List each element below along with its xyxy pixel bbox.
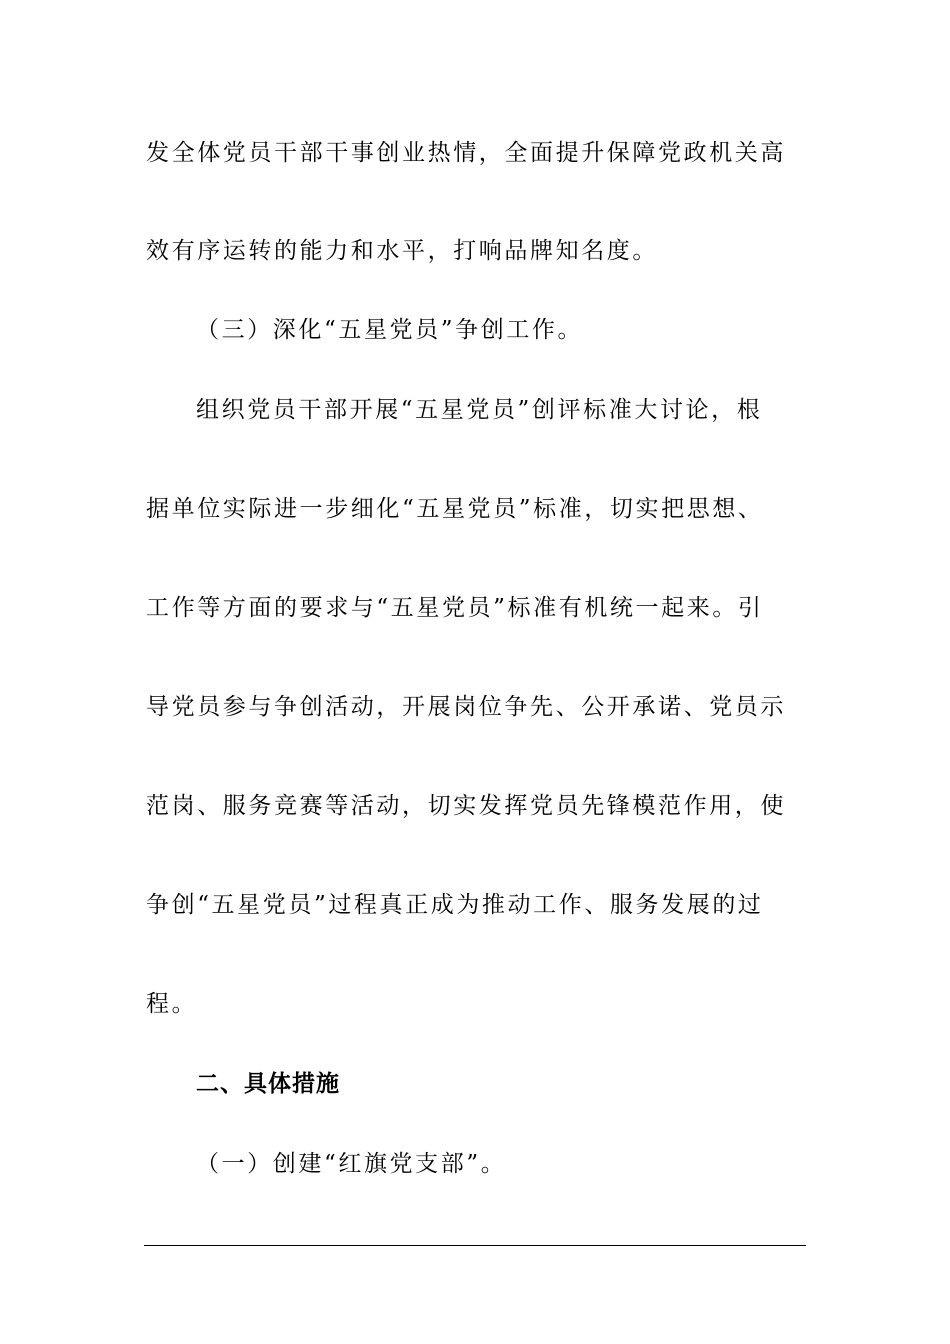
body-text-line: 效有序运转的能力和水平，打响品牌知名度。 [146, 238, 658, 264]
subsection-heading: （一）创建“红旗党支部”。 [196, 1151, 507, 1177]
footer-rule [144, 1245, 806, 1246]
body-text-line: 工作等方面的要求与“五星党员”标准有机统一起来。引 [146, 595, 764, 621]
body-text-line: 导党员参与争创活动，开展岗位争先、公开承诺、党员示 [146, 694, 786, 720]
paragraph-first-line: 组织党员干部开展“五星党员”创评标准大讨论，根 [196, 397, 763, 423]
subsection-heading: （三）深化“五星党员”争创工作。 [196, 317, 584, 343]
body-text-line: 争创“五星党员”过程真正成为推动工作、服务发展的过 [146, 892, 764, 918]
body-text-line: 发全体党员干部干事创业热情，全面提升保障党政机关高 [146, 140, 786, 166]
section-heading: 二、具体措施 [196, 1071, 340, 1097]
body-text-line: 程。 [146, 991, 198, 1017]
body-text-line: 据单位实际进一步细化“五星党员”标准，切实把思想、 [146, 496, 764, 522]
body-text-line: 范岗、服务竞赛等活动，切实发挥党员先锋模范作用，使 [146, 793, 786, 819]
